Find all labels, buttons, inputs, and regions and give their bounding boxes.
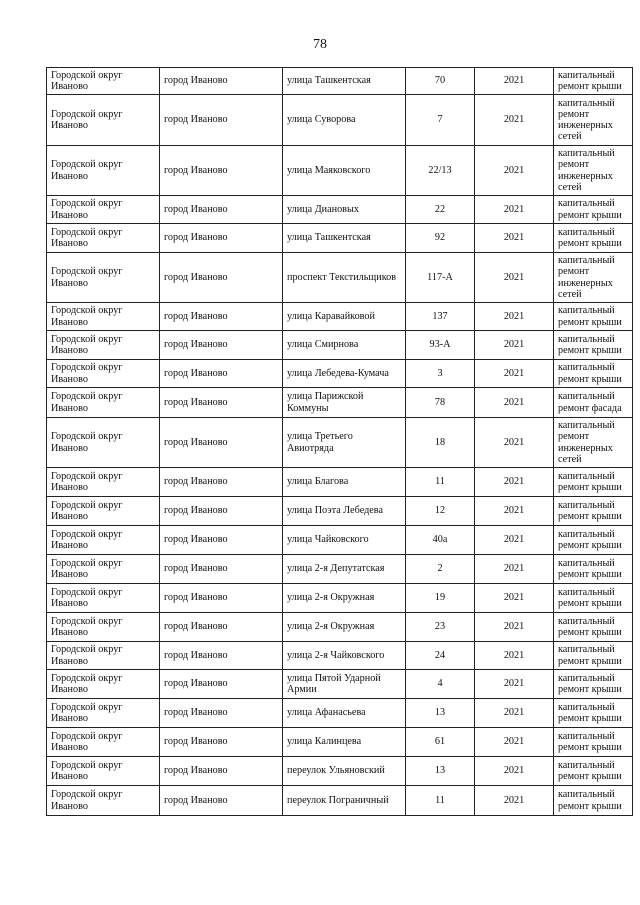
district-cell: Городской округ Иваново bbox=[47, 670, 160, 699]
house-number-cell: 11 bbox=[406, 468, 475, 497]
house-number-cell: 11 bbox=[406, 786, 475, 816]
street-cell: улица Маяковского bbox=[283, 146, 406, 196]
table-row bbox=[47, 642, 633, 670]
year-cell: 2021 bbox=[475, 196, 554, 224]
street-cell: улица Ташкентская bbox=[283, 68, 406, 95]
house-number-cell: 13 bbox=[406, 699, 475, 728]
street-cell: переулок Пограничный bbox=[283, 786, 406, 816]
city-cell: город Иваново bbox=[160, 303, 283, 331]
street-cell: улица Афанасьева bbox=[283, 699, 406, 728]
work-type-cell: капитальный ремонт крыши bbox=[554, 699, 633, 728]
district-cell: Городской округ Иваново bbox=[47, 786, 160, 816]
house-number-cell: 22 bbox=[406, 196, 475, 224]
work-type-cell: капитальный ремонт крыши bbox=[554, 303, 633, 331]
table-row bbox=[47, 699, 633, 728]
house-number-cell: 117-А bbox=[406, 253, 475, 303]
district-cell: Городской округ Иваново bbox=[47, 303, 160, 331]
table-row bbox=[47, 68, 633, 95]
street-cell: улица Смирнова bbox=[283, 331, 406, 360]
table-row bbox=[47, 331, 633, 360]
work-type-cell: капитальный ремонт крыши bbox=[554, 555, 633, 584]
city-cell: город Иваново bbox=[160, 699, 283, 728]
district-cell: Городской округ Иваново bbox=[47, 253, 160, 303]
table-row bbox=[47, 670, 633, 699]
city-cell: город Иваново bbox=[160, 728, 283, 757]
work-type-cell: капитальный ремонт фасада bbox=[554, 388, 633, 418]
district-cell: Городской округ Иваново bbox=[47, 388, 160, 418]
house-number-cell: 12 bbox=[406, 497, 475, 526]
work-type-cell: капитальный ремонт крыши bbox=[554, 526, 633, 555]
year-cell: 2021 bbox=[475, 146, 554, 196]
year-cell: 2021 bbox=[475, 224, 554, 253]
district-cell: Городской округ Иваново bbox=[47, 728, 160, 757]
city-cell: город Иваново bbox=[160, 786, 283, 816]
house-number-cell: 7 bbox=[406, 95, 475, 146]
district-cell: Городской округ Иваново bbox=[47, 526, 160, 555]
street-cell: улица Диановых bbox=[283, 196, 406, 224]
street-cell: улица 2-я Окружная bbox=[283, 584, 406, 613]
street-cell: улица Калинцева bbox=[283, 728, 406, 757]
table-row bbox=[47, 360, 633, 388]
city-cell: город Иваново bbox=[160, 555, 283, 584]
street-cell: улица Каравайковой bbox=[283, 303, 406, 331]
year-cell: 2021 bbox=[475, 526, 554, 555]
table-row bbox=[47, 786, 633, 816]
table-row bbox=[47, 303, 633, 331]
work-type-cell: капитальный ремонт крыши bbox=[554, 584, 633, 613]
table-row bbox=[47, 526, 633, 555]
year-cell: 2021 bbox=[475, 95, 554, 146]
work-type-cell: капитальный ремонт крыши bbox=[554, 613, 633, 642]
street-cell: улица Ташкентская bbox=[283, 224, 406, 253]
work-type-cell: капитальный ремонт инженерных сетей bbox=[554, 418, 633, 468]
house-number-cell: 3 bbox=[406, 360, 475, 388]
year-cell: 2021 bbox=[475, 253, 554, 303]
house-number-cell: 18 bbox=[406, 418, 475, 468]
district-cell: Городской округ Иваново bbox=[47, 331, 160, 360]
table-row bbox=[47, 468, 633, 497]
year-cell: 2021 bbox=[475, 728, 554, 757]
district-cell: Городской округ Иваново bbox=[47, 418, 160, 468]
city-cell: город Иваново bbox=[160, 642, 283, 670]
street-cell: улица Пятой Ударной Армии bbox=[283, 670, 406, 699]
street-cell: улица 2-я Окружная bbox=[283, 613, 406, 642]
table-row bbox=[47, 497, 633, 526]
district-cell: Городской округ Иваново bbox=[47, 95, 160, 146]
district-cell: Городской округ Иваново bbox=[47, 757, 160, 786]
year-cell: 2021 bbox=[475, 497, 554, 526]
district-cell: Городской округ Иваново bbox=[47, 224, 160, 253]
year-cell: 2021 bbox=[475, 699, 554, 728]
work-type-cell: капитальный ремонт крыши bbox=[554, 468, 633, 497]
work-type-cell: капитальный ремонт крыши bbox=[554, 224, 633, 253]
repair-schedule-table bbox=[46, 67, 633, 816]
table-row bbox=[47, 613, 633, 642]
street-cell: улица 2-я Депутатская bbox=[283, 555, 406, 584]
house-number-cell: 40а bbox=[406, 526, 475, 555]
house-number-cell: 2 bbox=[406, 555, 475, 584]
year-cell: 2021 bbox=[475, 555, 554, 584]
district-cell: Городской округ Иваново bbox=[47, 699, 160, 728]
work-type-cell: капитальный ремонт крыши bbox=[554, 757, 633, 786]
city-cell: город Иваново bbox=[160, 95, 283, 146]
work-type-cell: капитальный ремонт инженерных сетей bbox=[554, 95, 633, 146]
house-number-cell: 61 bbox=[406, 728, 475, 757]
house-number-cell: 19 bbox=[406, 584, 475, 613]
house-number-cell: 137 bbox=[406, 303, 475, 331]
house-number-cell: 92 bbox=[406, 224, 475, 253]
table-row bbox=[47, 224, 633, 253]
work-type-cell: капитальный ремонт инженерных сетей bbox=[554, 146, 633, 196]
house-number-cell: 78 bbox=[406, 388, 475, 418]
year-cell: 2021 bbox=[475, 360, 554, 388]
street-cell: переулок Ульяновский bbox=[283, 757, 406, 786]
year-cell: 2021 bbox=[475, 418, 554, 468]
city-cell: город Иваново bbox=[160, 418, 283, 468]
table-row bbox=[47, 584, 633, 613]
city-cell: город Иваново bbox=[160, 388, 283, 418]
house-number-cell: 70 bbox=[406, 68, 475, 95]
house-number-cell: 4 bbox=[406, 670, 475, 699]
year-cell: 2021 bbox=[475, 584, 554, 613]
house-number-cell: 22/13 bbox=[406, 146, 475, 196]
work-type-cell: капитальный ремонт крыши bbox=[554, 497, 633, 526]
city-cell: город Иваново bbox=[160, 757, 283, 786]
street-cell: улица Поэта Лебедева bbox=[283, 497, 406, 526]
city-cell: город Иваново bbox=[160, 360, 283, 388]
work-type-cell: капитальный ремонт крыши bbox=[554, 728, 633, 757]
table-row bbox=[47, 418, 633, 468]
year-cell: 2021 bbox=[475, 757, 554, 786]
street-cell: проспект Текстильщиков bbox=[283, 253, 406, 303]
district-cell: Городской округ Иваново bbox=[47, 584, 160, 613]
district-cell: Городской округ Иваново bbox=[47, 146, 160, 196]
table-row bbox=[47, 555, 633, 584]
table-row bbox=[47, 253, 633, 303]
city-cell: город Иваново bbox=[160, 146, 283, 196]
year-cell: 2021 bbox=[475, 388, 554, 418]
house-number-cell: 93-А bbox=[406, 331, 475, 360]
work-type-cell: капитальный ремонт крыши bbox=[554, 670, 633, 699]
year-cell: 2021 bbox=[475, 331, 554, 360]
city-cell: город Иваново bbox=[160, 468, 283, 497]
street-cell: улица Третьего Авиотряда bbox=[283, 418, 406, 468]
street-cell: улица Парижской Коммуны bbox=[283, 388, 406, 418]
district-cell: Городской округ Иваново bbox=[47, 642, 160, 670]
city-cell: город Иваново bbox=[160, 68, 283, 95]
year-cell: 2021 bbox=[475, 68, 554, 95]
district-cell: Городской округ Иваново bbox=[47, 360, 160, 388]
district-cell: Городской округ Иваново bbox=[47, 613, 160, 642]
street-cell: улица Благова bbox=[283, 468, 406, 497]
district-cell: Городской округ Иваново bbox=[47, 196, 160, 224]
city-cell: город Иваново bbox=[160, 196, 283, 224]
work-type-cell: капитальный ремонт крыши bbox=[554, 786, 633, 816]
table-row bbox=[47, 728, 633, 757]
district-cell: Городской округ Иваново bbox=[47, 555, 160, 584]
district-cell: Городской округ Иваново bbox=[47, 497, 160, 526]
work-type-cell: капитальный ремонт крыши bbox=[554, 331, 633, 360]
street-cell: улица Чайковского bbox=[283, 526, 406, 555]
city-cell: город Иваново bbox=[160, 253, 283, 303]
year-cell: 2021 bbox=[475, 303, 554, 331]
work-type-cell: капитальный ремонт инженерных сетей bbox=[554, 253, 633, 303]
year-cell: 2021 bbox=[475, 670, 554, 699]
city-cell: город Иваново bbox=[160, 526, 283, 555]
page-number: 78 bbox=[313, 37, 327, 52]
house-number-cell: 23 bbox=[406, 613, 475, 642]
table-row bbox=[47, 196, 633, 224]
house-number-cell: 13 bbox=[406, 757, 475, 786]
street-cell: улица Лебедева-Кумача bbox=[283, 360, 406, 388]
city-cell: город Иваново bbox=[160, 584, 283, 613]
year-cell: 2021 bbox=[475, 642, 554, 670]
year-cell: 2021 bbox=[475, 468, 554, 497]
year-cell: 2021 bbox=[475, 786, 554, 816]
work-type-cell: капитальный ремонт крыши bbox=[554, 642, 633, 670]
district-cell: Городской округ Иваново bbox=[47, 68, 160, 95]
table-row bbox=[47, 757, 633, 786]
city-cell: город Иваново bbox=[160, 224, 283, 253]
house-number-cell: 24 bbox=[406, 642, 475, 670]
city-cell: город Иваново bbox=[160, 670, 283, 699]
work-type-cell: капитальный ремонт крыши bbox=[554, 360, 633, 388]
year-cell: 2021 bbox=[475, 613, 554, 642]
table-row bbox=[47, 388, 633, 418]
work-type-cell: капитальный ремонт крыши bbox=[554, 68, 633, 95]
work-type-cell: капитальный ремонт крыши bbox=[554, 196, 633, 224]
table-row bbox=[47, 95, 633, 146]
city-cell: город Иваново bbox=[160, 497, 283, 526]
city-cell: город Иваново bbox=[160, 613, 283, 642]
street-cell: улица 2-я Чайковского bbox=[283, 642, 406, 670]
street-cell: улица Суворова bbox=[283, 95, 406, 146]
table-row bbox=[47, 146, 633, 196]
district-cell: Городской округ Иваново bbox=[47, 468, 160, 497]
city-cell: город Иваново bbox=[160, 331, 283, 360]
